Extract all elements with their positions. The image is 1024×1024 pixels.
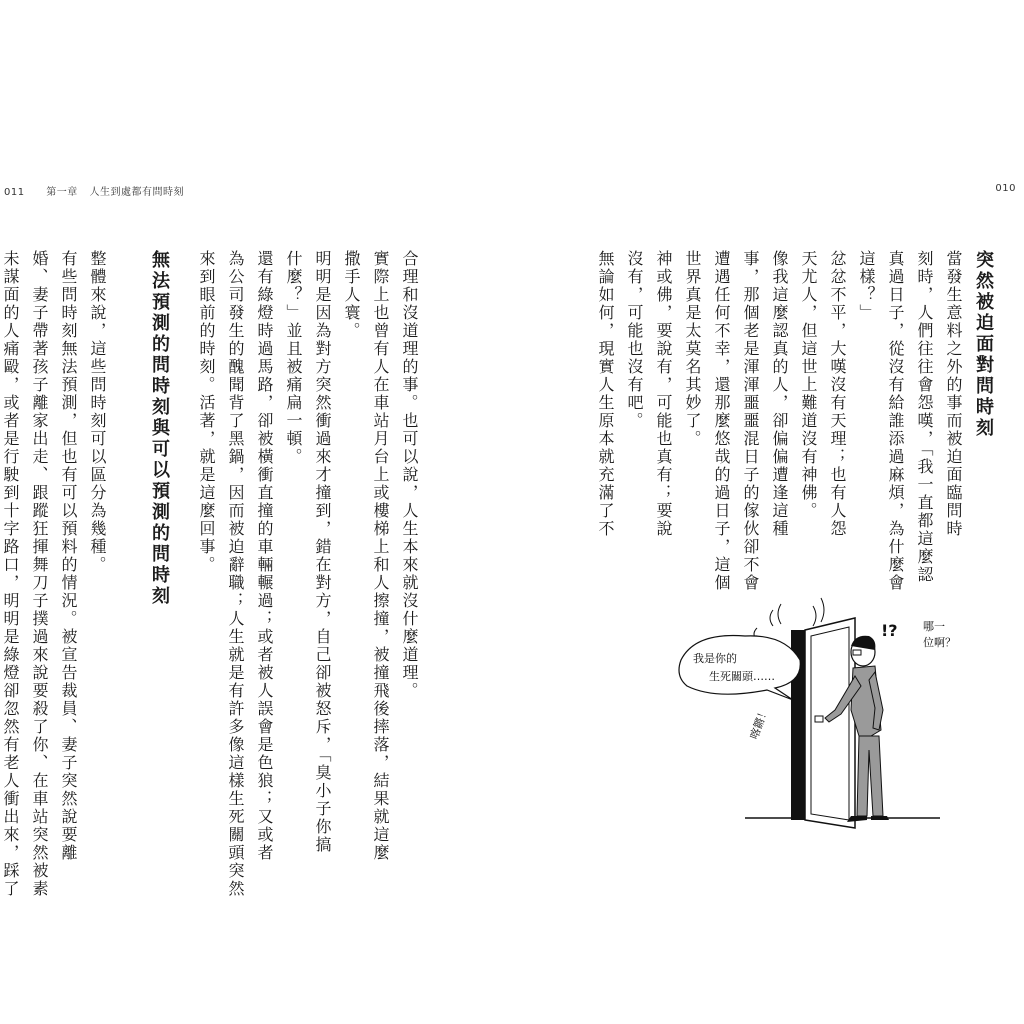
man-question-line-2: 位啊？ — [923, 636, 956, 649]
text-line: 天尤人，但這世上難道沒有神佛。 — [799, 250, 818, 520]
text-line: 實際上也曾有人在車站月台上或樓梯上和人擦撞，被撞飛後摔落，結果就這麼 — [371, 250, 390, 862]
text-line: 事，那個老是渾渾噩噩混日子的傢伙卻不會 — [741, 250, 760, 592]
bubble-line-2: 生死關頭…… — [709, 670, 775, 683]
right-page-heading: 突然被迫面對問時刻 — [973, 250, 994, 439]
man-question-line-1: 哪一 — [923, 620, 945, 633]
left-page-number: 011 — [4, 187, 25, 198]
knock-sound: 喀鏘！ — [747, 705, 772, 742]
chapter-label: 第一章 — [46, 187, 78, 198]
paragraph — [337, 250, 424, 862]
text-line: 遭遇任何不幸，還那麼悠哉的過日子，這個 — [712, 250, 731, 592]
text-line: 明明是因為對方突然衝過來才撞到，錯在對方，自己卻被怒斥，「臭小子你搞 — [313, 250, 332, 854]
text-line: 刻時，人們往往會怨嘆，「我一直都這麼認 — [915, 250, 934, 584]
left-page-body-top — [192, 250, 424, 898]
right-page-number: 010 — [995, 183, 1016, 194]
text-line: 什麼？」並且被痛扁一頓。 — [284, 250, 303, 466]
speech-bubble — [679, 636, 800, 701]
door-illustration — [675, 590, 960, 840]
bubble-line-1: 我是你的 — [693, 652, 737, 665]
door-panel — [805, 618, 855, 828]
text-line: 還有綠燈時過馬路，卻被橫衝直撞的車輛輾過；或者被人誤會是色狼；又或者 — [255, 250, 274, 862]
text-line: 沒有，可能也沒有吧。 — [625, 250, 644, 430]
text-line: 整體來說，這些問時刻可以區分為幾種。 — [88, 250, 107, 574]
text-line: 當發生意料之外的事而被迫面臨問時 — [944, 250, 963, 538]
right-running-header — [995, 183, 1016, 194]
paragraph — [0, 250, 83, 898]
left-page-heading: 無法預測的問時刻與可以預測的問時刻 — [149, 250, 170, 607]
text-line: 真過日子，從沒有給誰添過麻煩，為什麼會 — [886, 250, 905, 592]
right-page-body — [591, 250, 968, 590]
chapter-title: 人生到處都有問時刻 — [89, 187, 184, 198]
paragraph — [83, 250, 112, 850]
door-knob — [815, 716, 823, 722]
text-line: 這樣？」 — [857, 250, 876, 322]
text-line: 有些問時刻無法預測，但也有可以預料的情況。被宣告裁員、妻子突然說要離 — [59, 250, 78, 862]
paragraph — [794, 250, 852, 590]
text-line: 神或佛，要說有，可能也真有；要說 — [654, 250, 673, 538]
paragraph — [678, 250, 794, 590]
text-line: 為公司發生的醜聞背了黑鍋，因而被迫辭職；人生就是有許多像這樣生死關頭突然 — [226, 250, 245, 898]
paragraph — [279, 250, 337, 854]
left-running-header — [4, 183, 184, 198]
paragraph — [591, 250, 620, 590]
text-line: 來到眼前的時刻。活著，就是這麼回事。 — [197, 250, 216, 574]
paragraph — [620, 250, 678, 590]
door-illustration-svg — [675, 590, 960, 840]
text-line: 世界真是太莫名其妙了。 — [683, 250, 702, 448]
paragraph — [192, 250, 279, 898]
text-line: 撒手人寰。 — [342, 250, 361, 340]
paragraph — [852, 250, 968, 590]
man-reaction-mark: !? — [881, 621, 898, 640]
text-line: 未謀面的人痛毆，或者是行駛到十字路口，明明是綠燈卻忽然有老人衝出來，踩了 — [1, 250, 20, 898]
text-line: 忿忿不平，大嘆沒有天理；也有人怨 — [828, 250, 847, 538]
text-line: 無論如何，現實人生原本就充滿了不 — [596, 250, 615, 538]
left-page-body-bottom — [0, 250, 112, 898]
text-line: 像我這麼認真的人，卻偏偏遭逢這種 — [770, 250, 789, 538]
text-line: 合理和沒道理的事。也可以說，人生本來就沒什麼道理。 — [400, 250, 419, 700]
text-line: 婚、妻子帶著孩子離家出走、跟蹤狂揮舞刀子撲過來說要殺了你、在車站突然被素 — [30, 250, 49, 898]
